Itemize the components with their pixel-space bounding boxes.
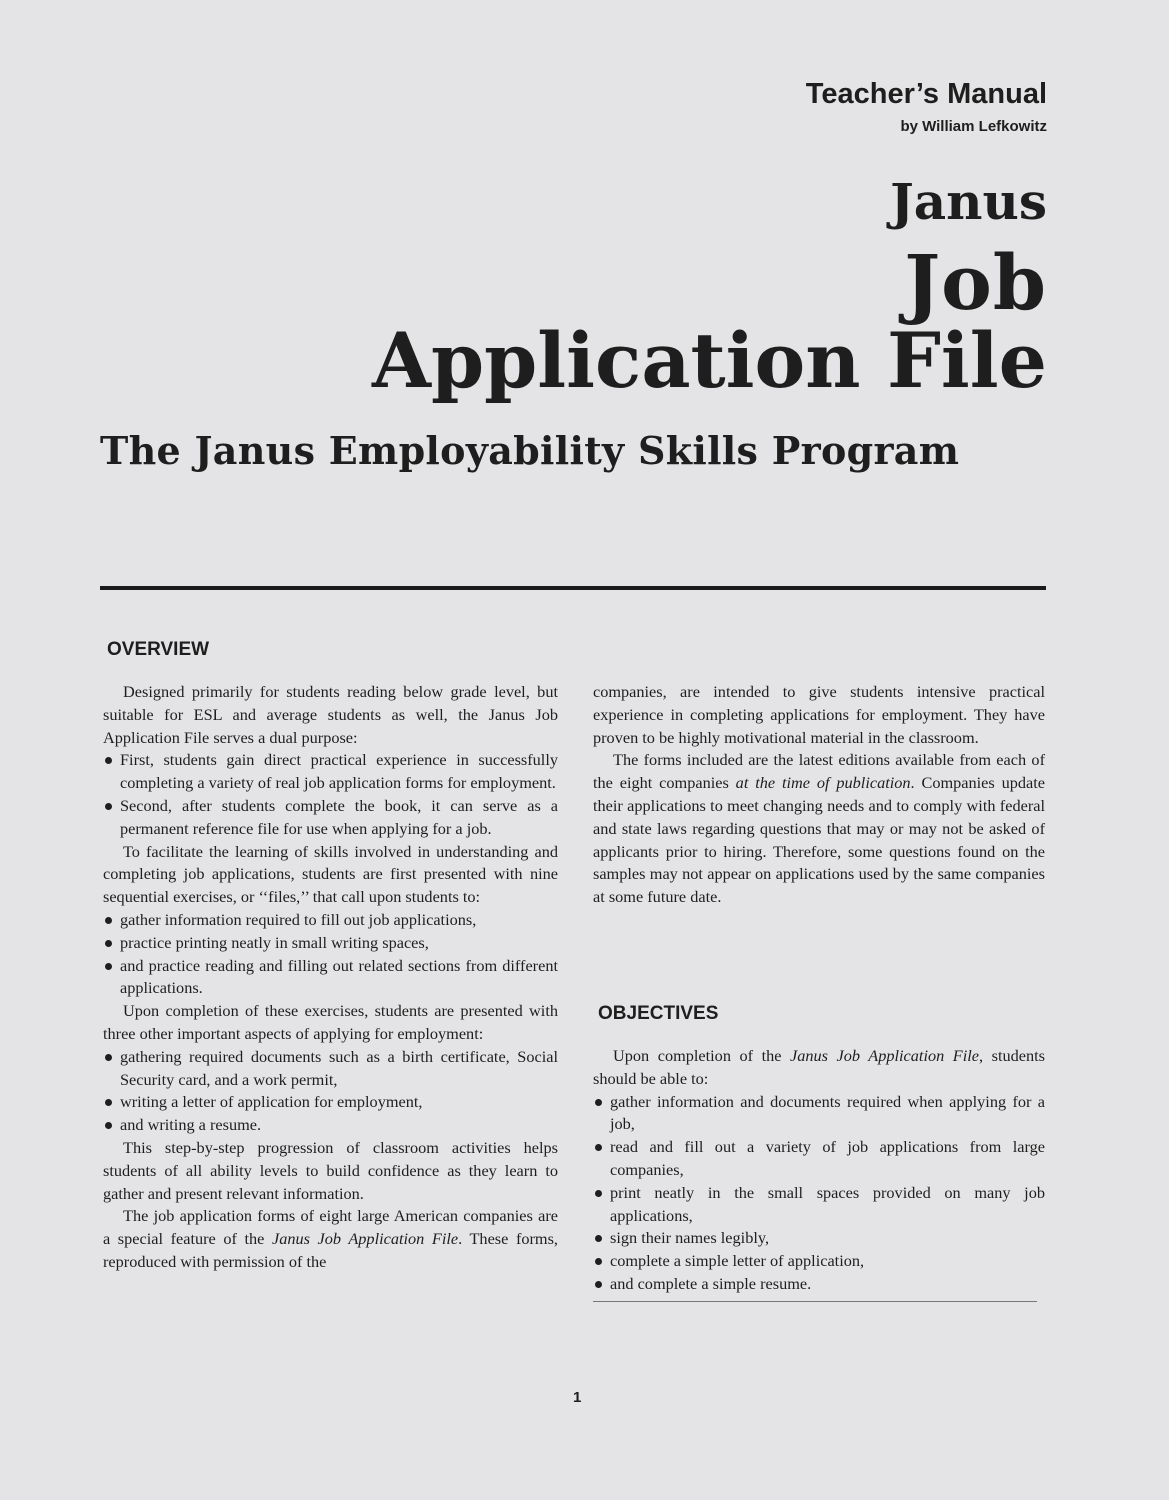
paragraph <box>593 1045 1045 1091</box>
objectives-divider <box>593 1301 1037 1302</box>
overview-left-column <box>103 681 558 1274</box>
page-number: 1 <box>573 1389 582 1406</box>
bullet-item: gather information and documents required when applying for a job, <box>593 1091 1045 1137</box>
bullet-item: complete a simple letter of application, <box>593 1250 1045 1273</box>
objectives-heading: OBJECTIVES <box>598 1003 719 1024</box>
bullet-item: print neatly in the small spaces provided on many job applications, <box>593 1182 1045 1228</box>
text: The forms included are the latest editions available from each of the eight companies <box>593 750 1045 793</box>
text: , students should be able to: <box>593 1046 1045 1088</box>
paragraph: This step-by-step progression of classroom activities helps students of all ability levels to build confidence as they learn to gather and present relevant information. <box>103 1137 558 1203</box>
title-application-file: Application File <box>372 316 1047 405</box>
paragraph <box>593 749 1045 909</box>
bullet-item: sign their names legibly, <box>593 1227 1045 1250</box>
paragraph: companies, are intended to give students intensive practical experience in completing applications for employment. They have proven to be highly motivational material in the classroom. <box>593 682 1045 747</box>
title-job: Job <box>904 238 1047 327</box>
bullet-item: writing a letter of application for employment, <box>103 1091 558 1114</box>
overview-right-column <box>593 681 1045 909</box>
bullet-item: and complete a simple resume. <box>593 1273 1045 1296</box>
bullet-item: practice printing neatly in small writing spaces, <box>103 932 558 955</box>
book-title-italic: Janus Job Application File <box>790 1046 979 1065</box>
header-divider <box>100 586 1046 590</box>
text: . Companies update their applications to meet changing needs and to comply with federal and state laws regarding questions that may or may not be asked of applicants prior to hiring. Therefore, some questions found on the samples may not appear on applications used by the same companies at some future date. <box>593 773 1046 907</box>
subtitle: The Janus Employability Skills Program <box>100 428 960 473</box>
book-title-italic: Janus Job Application File <box>271 1229 459 1249</box>
bullet-item: gathering required documents such as a birth certificate, Social Security card, and a work permit, <box>103 1046 558 1092</box>
paragraph: Designed primarily for students reading below grade level, but suitable for ESL and average students as well, the Janus Job Application File serves a dual purpose: <box>103 682 558 747</box>
overview-heading: OVERVIEW <box>107 639 210 660</box>
italic-text: at the time of publication <box>735 773 911 793</box>
bullet-item: First, students gain direct practical experience in successfully completing a variety of real job application forms for employment. <box>103 749 558 795</box>
bullet-item: and writing a resume. <box>103 1114 558 1137</box>
text: Upon completion of the <box>613 1046 791 1065</box>
bullet-item: read and fill out a variety of job applications from large companies, <box>593 1136 1045 1182</box>
objectives-column <box>593 1045 1045 1296</box>
title-janus: Janus <box>890 172 1047 231</box>
paragraph: To facilitate the learning of skills involved in understanding and completing job applications, students are first presented with nine sequential exercises, or ‘‘files,’’ that call upon students to: <box>103 841 558 907</box>
paragraph <box>103 1205 558 1273</box>
manual-label: Teacher’s Manual <box>805 78 1047 110</box>
text: . These forms, reproduced with permission of the <box>103 1229 558 1271</box>
bullet-item: and practice reading and filling out related sections from different applications. <box>103 955 558 1001</box>
author-byline: by William Lefkowitz <box>900 118 1047 135</box>
paragraph: Upon completion of these exercises, students are presented with three other important aspects of applying for employment: <box>103 1001 558 1043</box>
bullet-item: Second, after students complete the book, it can serve as a permanent reference file for use when applying for a job. <box>103 795 558 841</box>
text: The job application forms of eight large American companies are a special feature of the <box>103 1206 558 1249</box>
bullet-item: gather information required to fill out job applications, <box>103 909 558 932</box>
